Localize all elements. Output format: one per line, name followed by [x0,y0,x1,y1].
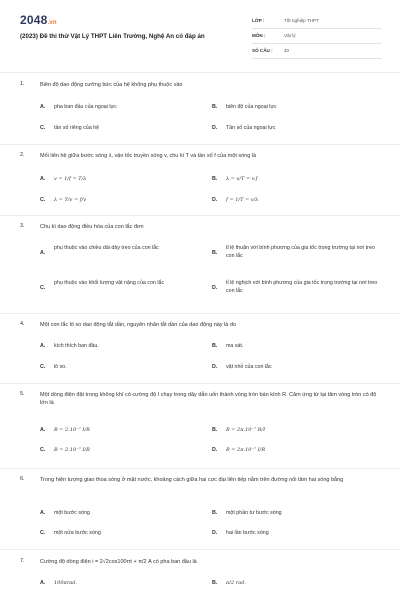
option-text: một nửa bước sóng [54,530,101,536]
option-letter: C. [40,364,46,370]
meta-value: Vật lý [284,33,296,38]
question-number: 4. [20,321,25,327]
option-text: pha ban đầu của ngoại lực [54,104,117,110]
option-letter: C. [40,197,46,203]
option-letter: D. [212,364,218,370]
exam-meta [252,14,382,59]
meta-row-class [252,14,382,29]
meta-key: LỚP : [252,18,265,23]
option-letter: A. [40,343,46,349]
option-letter: A. [40,510,46,516]
meta-key: SỐ CÂU : [252,48,273,53]
question-text: Một con lắc lò xo dao động tắt dần, nguyên nhân tắt dần của dao động này là do [40,322,237,328]
option-formula: f = 1/T = v/λ [226,197,259,203]
option-text: kích thích ban đầu. [54,343,99,349]
option-text: tỉ lệ thuận với bình phương của gia tốc trọng trường tại nơi treo con lắc [226,245,375,259]
option-text: vật nhỏ của con lắc [226,364,272,370]
meta-row-subject [252,29,382,44]
option-letter: D. [212,285,218,291]
option-letter: B. [212,510,218,516]
meta-row-count [252,44,382,59]
option-text: phụ thuộc vào chiều dài dây treo của con lắc [54,245,159,251]
question-2 [20,152,382,212]
question-number: 1. [20,81,25,87]
divider [0,215,400,216]
option-letter: A. [40,580,46,586]
option-letter: B. [212,250,218,256]
logo-suffix: .vn [47,20,57,26]
option-formula: B = 2π.10⁻⁷ R/I [226,427,266,433]
option-letter: B. [212,176,218,182]
option-letter: B. [212,343,218,349]
option-formula: λ = v/T = v.f [226,176,258,182]
question-5 [20,391,382,466]
question-4 [20,321,382,381]
divider [0,144,400,145]
option-letter: D. [212,530,218,536]
question-text: Mối liên hệ giữa bước sóng λ, vận tốc truyền sóng v, chu kì T và tần số f của một sóng là [40,153,257,159]
question-number: 6. [20,476,25,482]
option-letter: B. [212,104,218,110]
option-letter: B. [212,427,218,433]
meta-key: MÔN : [252,33,266,38]
option-formula: π/2 rad. [226,580,246,586]
divider [0,72,400,73]
question-text: Cường độ dòng điện i = 2√2cos100πt + π/2 A có pha ban đầu là [40,559,197,565]
question-text: Một dòng điện đặt trong không khí có cường độ I chạy trong dây dẫn uốn thành vòng tròn bán kính R. Cảm ứng từ tại tâm vòng tròn có độ lớn là [40,392,377,407]
divider [0,468,400,469]
option-formula: v = 1/f = T/λ [54,176,87,182]
question-number: 5. [20,391,25,397]
option-letter: C. [40,447,46,453]
option-letter: C. [40,285,46,291]
option-letter: A. [40,427,46,433]
question-text: Biên độ dao động cưỡng bức của hệ không phụ thuộc vào [40,82,183,88]
question-text: Trong hiện tượng giao thoa sóng ở mặt nước, khoảng cách giữa hai cực đại liên tiếp nằm trên đường nối tâm hai sóng bằng [40,477,344,483]
divider [0,383,400,384]
option-text: một phần tư bước sóng [226,510,282,516]
option-letter: A. [40,104,46,110]
option-text: biên độ của ngoại lực [226,104,277,110]
divider [0,549,400,550]
logo-text: 2048 [20,13,48,27]
option-letter: D. [212,447,218,453]
question-6 [20,476,382,546]
option-text: tần số riêng của hệ [54,125,100,131]
option-formula: λ = T/v = f/v [54,197,87,203]
option-letter: A. [40,176,46,182]
option-text: một bước sóng [54,510,90,516]
meta-value: Tốt nghiệp THPT [284,18,319,23]
question-number: 7. [20,558,25,564]
option-letter: D. [212,197,218,203]
option-letter: C. [40,530,46,536]
option-text: lò xo. [54,364,67,370]
option-formula: B = 2π.10⁻⁷ I/R [226,447,266,453]
option-formula: B = 2.10⁻⁷ I/R [54,427,90,433]
option-formula: 100πrad. [54,580,77,586]
question-7 [20,558,382,598]
meta-value: 40 [284,48,290,53]
question-number: 2. [20,152,25,158]
option-text: tỉ lệ nghịch với bình phương của gia tốc trọng trường tại nơi treo con lắc [226,280,378,294]
option-text: hai lần bước sóng [226,530,269,536]
question-3 [20,223,382,311]
option-text: Tần số của ngoại lực [226,125,276,131]
site-logo[interactable] [20,13,57,27]
option-letter: B. [212,580,218,586]
option-letter: A. [40,250,46,256]
option-text: ma sát. [226,343,244,349]
header [0,0,400,62]
question-text: Chu kì dao động điều hòa của con lắc đơn [40,224,144,230]
question-1 [20,81,382,141]
page-title: (2023) Đề thi thử Vật Lý THPT Liên Trường, Nghệ An có đáp án [20,33,205,40]
option-letter: C. [40,125,46,131]
option-letter: D. [212,125,218,131]
option-text: phụ thuộc vào khối lượng vật nặng của con lắc [54,280,165,286]
option-formula: B = 2.10⁻⁷ I/R [54,447,90,453]
divider [0,313,400,314]
question-number: 3. [20,223,25,229]
